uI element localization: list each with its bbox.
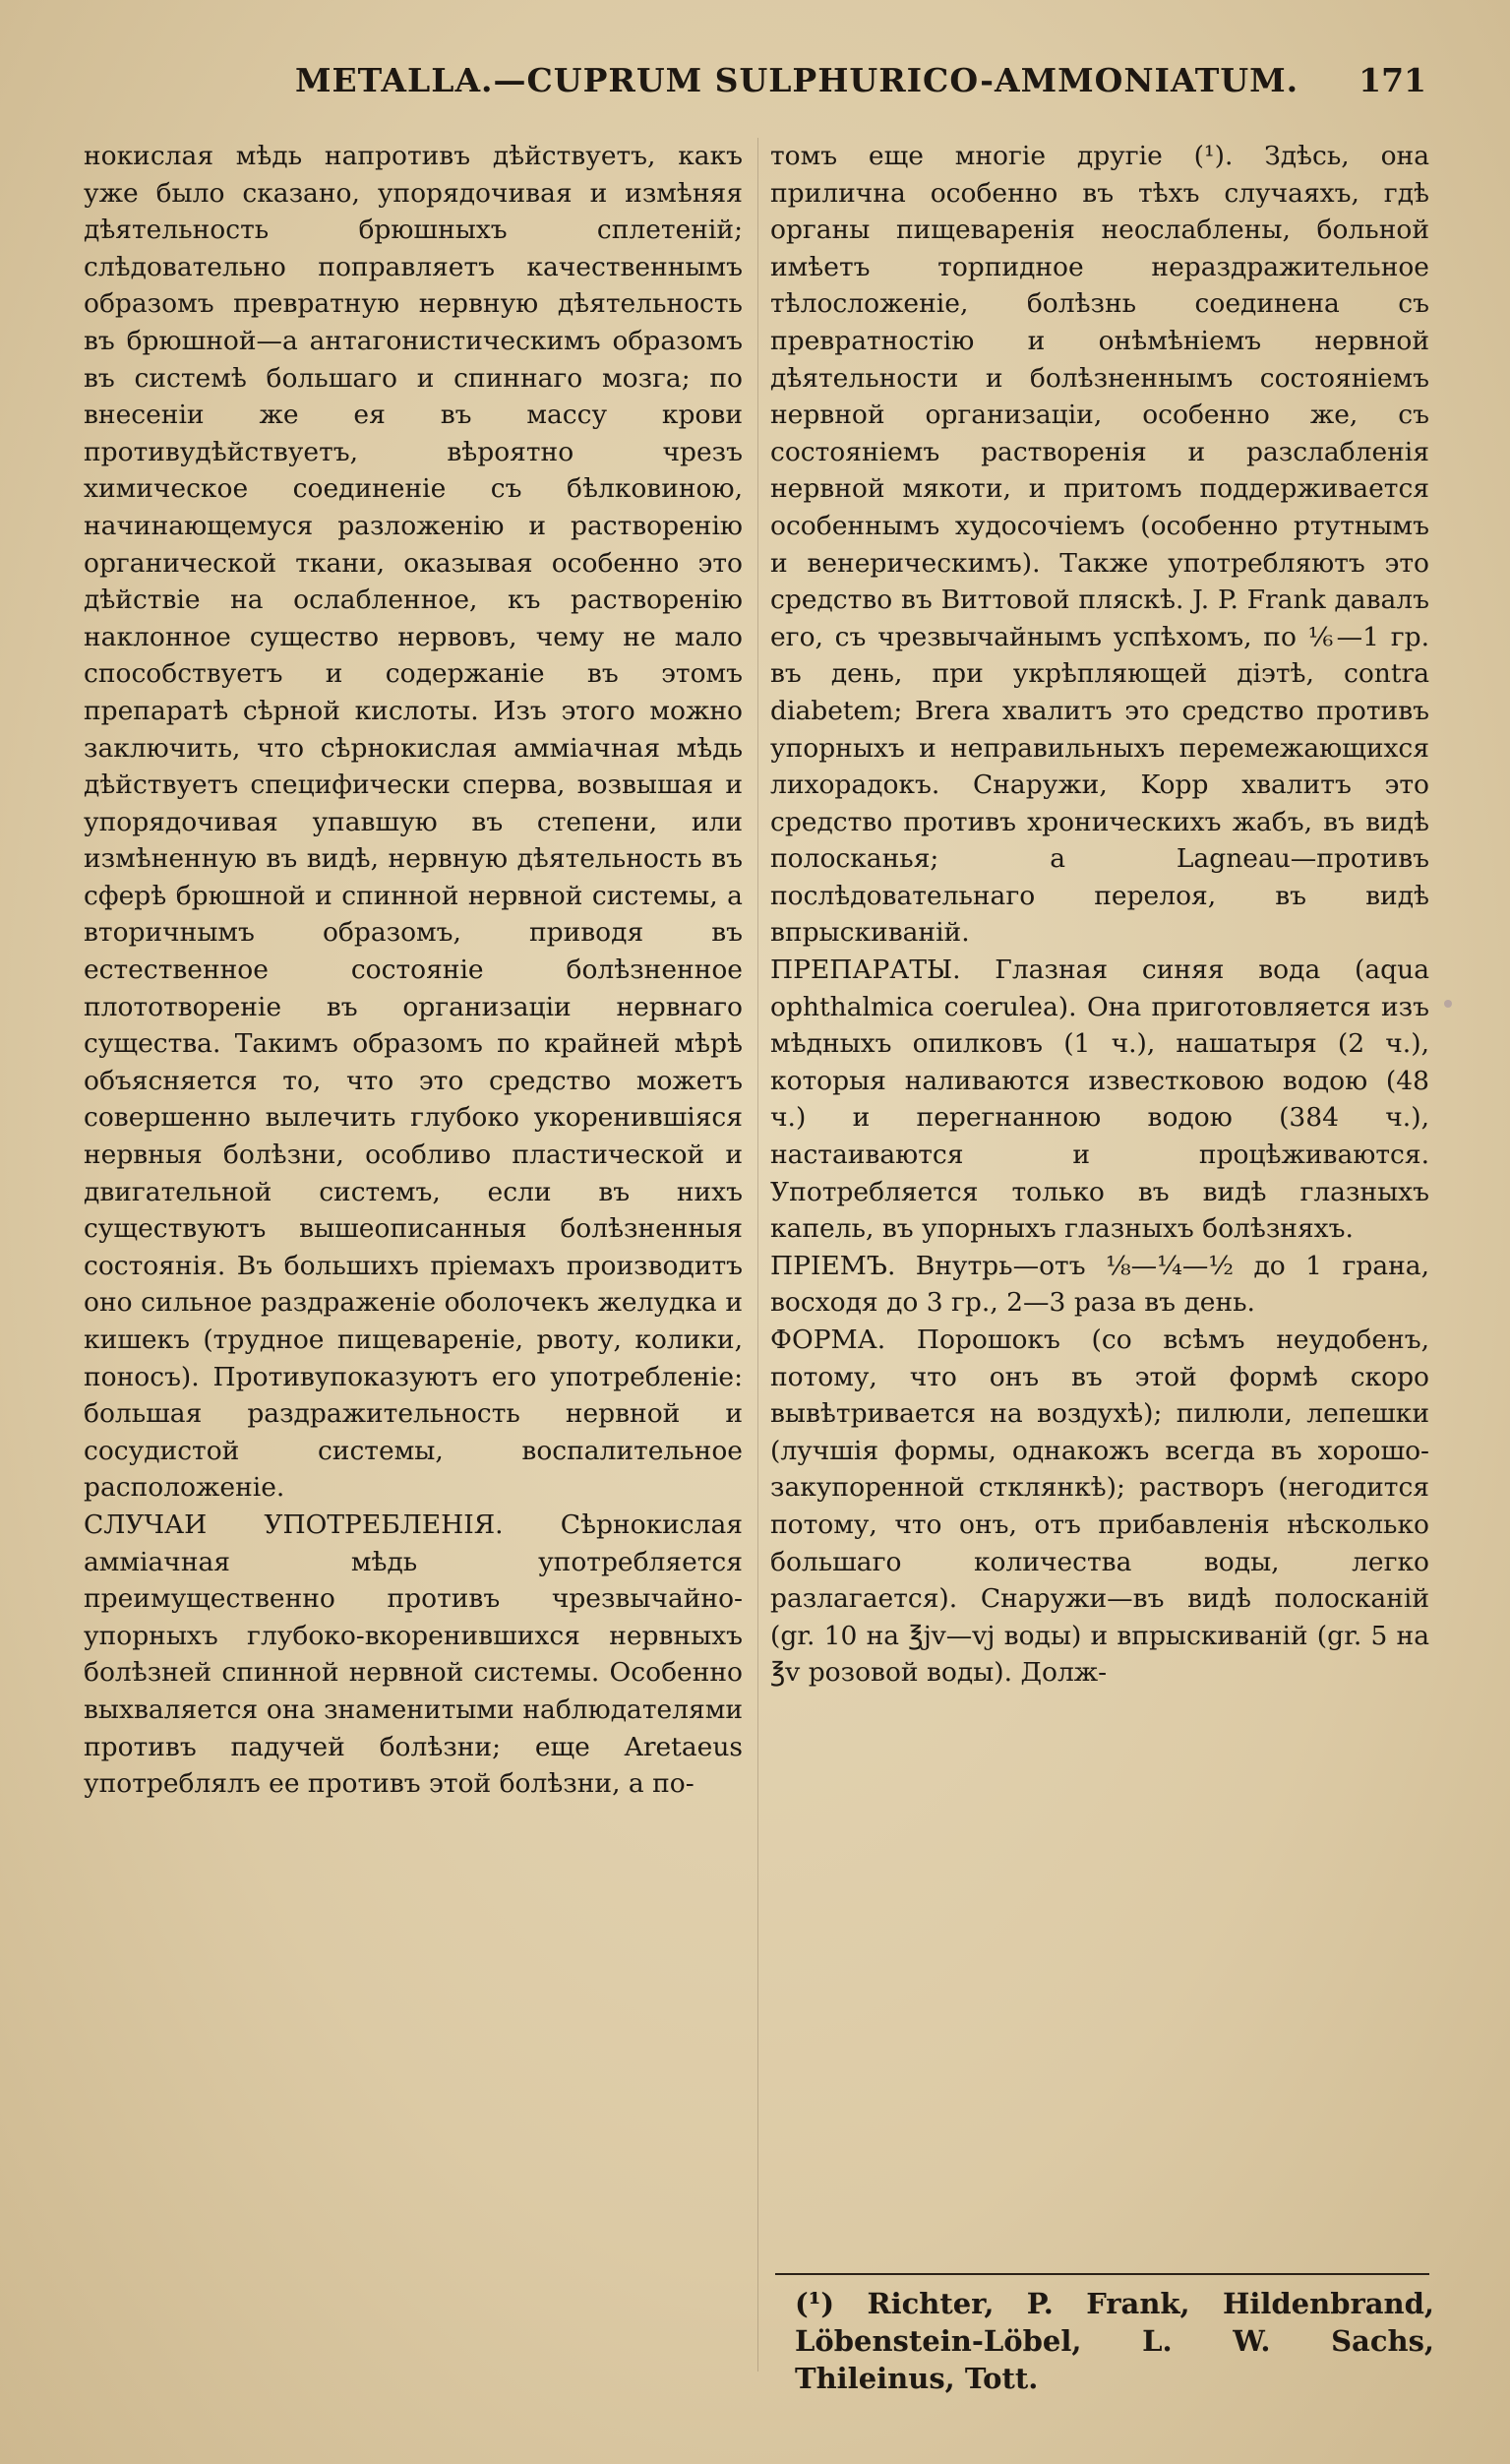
page-number: 171 (1359, 61, 1426, 99)
left-paragraph-1: нокислая мѣдь напротивъ дѣйствуетъ, какъ уже было сказано, упорядочивая и измѣняя дѣятельность брюшныхъ сплетеній; слѣдовательно поправляетъ качественнымъ образомъ превратную нервную дѣятельность въ брюшной—а антагонистическимъ образомъ въ системѣ большаго и спиннаго мозга; по внесеніи же ея въ массу крови противудѣйствуетъ, вѣроятно чрезъ химическое соединеніе съ бѣлковиною, начинающемуся разложенію и растворенію органической ткани, оказывая особенно это дѣйствіе на ослабленное, къ растворенію наклонное существо нервовъ, чему не мало способствуетъ и содержаніе въ этомъ препаратѣ сѣрной кислоты. Изъ этого можно заключить, что сѣрнокислая аммiачная мѣдь дѣйствуетъ специфически сперва, возвышая и упорядочивая упавшую въ степени, или измѣненную въ видѣ, нервную дѣятельность въ сферѣ брюшной и спинной нервной системы, а вторичнымъ образомъ, приводя въ естественное состояніе болѣзненное плототвореніе въ организаціи нервнаго существа. Такимъ образомъ по крайней мѣрѣ объясняется то, что это средство можетъ совершенно вылечить глубоко укоренившіяся нервныя болѣзни, особливо пластической и двигательной системъ, если въ нихъ существуютъ вышеописанныя болѣзненныя состоянія. Въ большихъ пріемахъ производитъ оно сильное раздраженіе оболочекъ желудка и кишекъ (трудное пищевареніе, рвоту, колики, поносъ). Противупоказуютъ его употребленіе: большая раздражительность нервной и сосудистой системы, воспалительное расположеніе. (84, 141, 743, 1504)
running-head (295, 61, 1436, 110)
footnote-rule (775, 2273, 1429, 2275)
right-paragraph-form: ФОРМА. Порошокъ (со всѣмъ неудобенъ, потому, что онъ въ этой формѣ скоро вывѣтривается на воздухѣ); пилюли, лепешки (лучшія формы, однакожъ всегда въ хорошо-закупоренной стклянкѣ); растворъ (негодится потому, что онъ, отъ прибавленія нѣсколько большаго количества воды, легко разлагается). Снаружи—въ видѣ полосканiй (gr. 10 на ℥jv—vj воды) и впрыскиванiй (gr. 5 на ℥v розовой воды). Долж- (770, 1324, 1429, 1689)
ink-spot (1444, 1000, 1452, 1008)
left-column (84, 138, 743, 1803)
right-column (770, 138, 1429, 1692)
right-paragraph-1: томъ еще многіе другіе (¹). Здѣсь, она прилична особенно въ тѣхъ случаяхъ, гдѣ органы пищеваренія неослаблены, больной имѣетъ торпидное нераздражительное тѣлосложеніе, болѣзнь соединена съ превратностію и онѣмѣніемъ нервной дѣятельности и болѣзненнымъ состояніемъ нервной организаціи, особенно же, съ состояніемъ растворенія и разслабленія нервной мякоти, и притомъ поддерживается особеннымъ худосочіемъ (особенно ртутнымъ и венерическимъ). Также употребляютъ это средство въ Виттовой пляскѣ. J. P. Frank давалъ его, съ чрезвычайнымъ успѣхомъ, по ⅙—1 гр. въ день, при укрѣпляющей діэтѣ, contra diabetem; Brera хвалитъ это средство противъ упорныхъ и неправильныхъ перемежающихся лихорадокъ. Снаружи, Kopp хвалитъ это средство противъ хроническихъ жабъ, въ видѣ полосканья; а Lagneau—противъ послѣдовательнаго перелоя, въ видѣ впрыскиванiй. (770, 141, 1429, 949)
footnote: (¹) Richter, P. Frank, Hildenbrand, Löbenstein-Löbel, L. W. Sachs, Thileinus, Tott. (795, 2287, 1434, 2395)
right-paragraph-preparations: ПРЕПАРАТЫ. Глазная синяя вода (aqua ophthalmica coerulea). Она приготовляется изъ мѣдныхъ опилковъ (1 ч.), нашатыря (2 ч.), которыя наливаются известковою водою (48 ч.) и перегнанною водою (384 ч.), настаиваются и процѣживаются. Употребляется только въ видѣ глазныхъ капель, въ упорныхъ глазныхъ болѣзняхъ. (770, 955, 1429, 1245)
column-divider (757, 138, 758, 2372)
right-paragraph-dosage: ПРІЕМЪ. Внутрь—отъ ⅛—¼—½ до 1 грана, восходя до 3 гр., 2—3 раза въ день. (770, 1250, 1429, 1319)
running-title: METALLA.—CUPRUM SULPHURICO-AMMONIATUM. (295, 61, 1299, 99)
left-paragraph-2-cases-of-use: СЛУЧАИ УПОТРЕБЛЕНІЯ. Сѣрнокислая аммiачная мѣдь употребляется преимущественно противъ чрезвычайно-упорныхъ глубоко-вкоренившихся нервныхъ болѣзней спинной нервной системы. Особенно выхваляется она знаменитыми наблюдателями противъ падучей болѣзни; еще Aretaeus употреблялъ ее противъ этой болѣзни, а по- (84, 1509, 743, 1800)
